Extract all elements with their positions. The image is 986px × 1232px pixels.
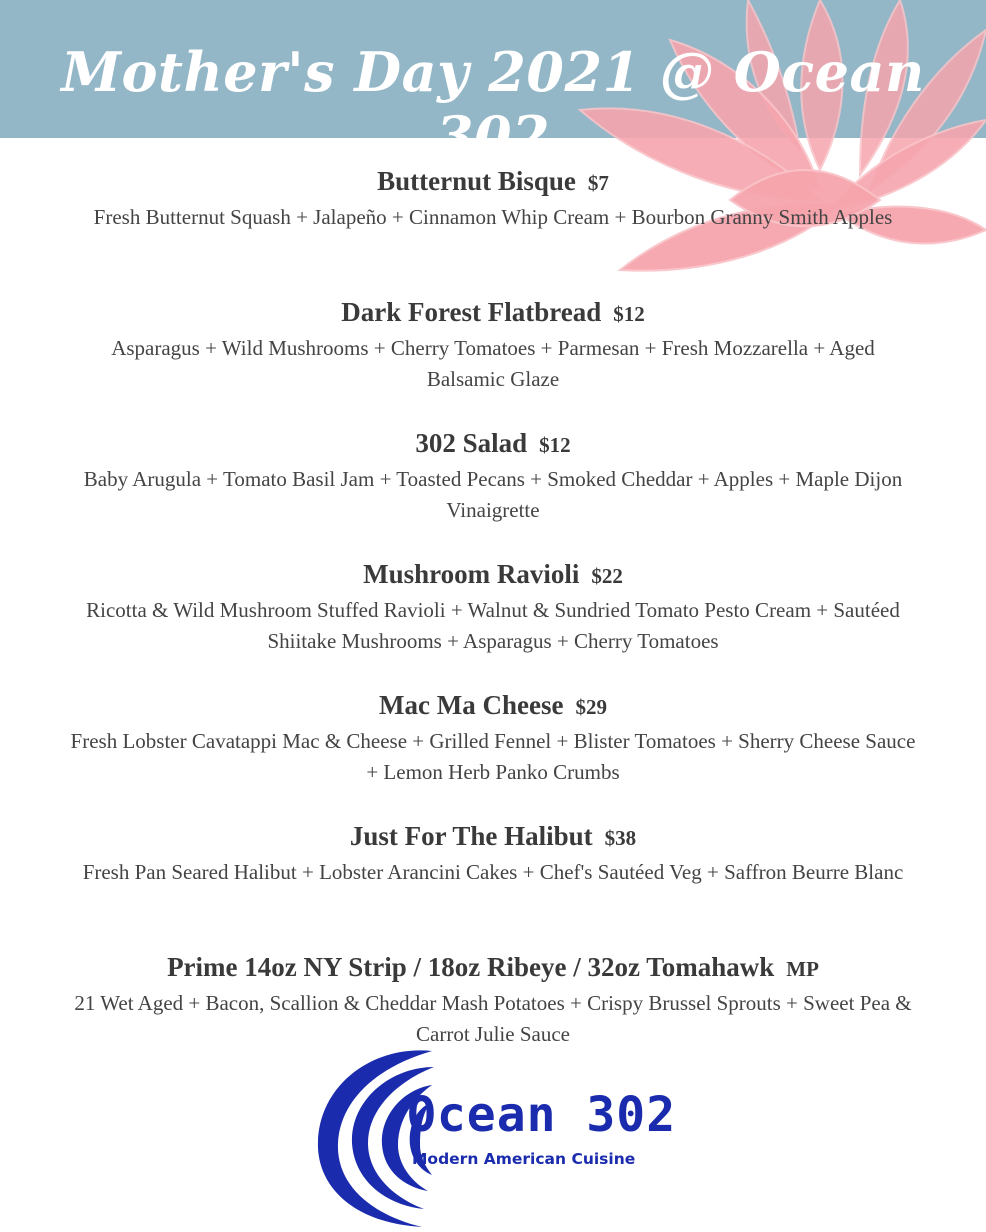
menu-item-description: Baby Arugula + Tomato Basil Jam + Toasted Pecans + Smoked Cheddar + Apples + Maple Dijon Vinaigrette	[83, 467, 903, 522]
logo-tagline: Modern American Cuisine	[412, 1150, 636, 1168]
menu-item-price: MP	[786, 957, 819, 981]
menu-item-name: Dark Forest Flatbread	[341, 297, 602, 327]
menu-item-description: 21 Wet Aged + Bacon, Scallion & Cheddar Mash Potatoes + Crispy Brussel Sprouts + Sweet Pea & Carrot Julie Sauce	[74, 991, 912, 1046]
menu-item-price: $12	[613, 302, 645, 326]
menu-item-description: Asparagus + Wild Mushrooms + Cherry Tomatoes + Parmesan + Fresh Mozzarella + Aged Balsamic Glaze	[111, 336, 875, 391]
menu-item-price: $7	[587, 171, 609, 195]
menu-item	[70, 291, 916, 395]
menu-item-name: Prime 14oz NY Strip / 18oz Ribeye / 32oz Tomahawk	[167, 952, 775, 982]
menu-item-name: Mac Ma Cheese	[379, 690, 564, 720]
menu-item-price: $29	[575, 695, 607, 719]
restaurant-logo	[312, 1045, 677, 1230]
menu-item-title	[70, 291, 916, 333]
menu-item-title	[70, 684, 916, 726]
menu-item	[70, 946, 916, 1050]
menu-item-description: Fresh Lobster Cavatappi Mac & Cheese + Grilled Fennel + Blister Tomatoes + Sherry Cheese Sauce + Lemon Herb Panko Crumbs	[70, 729, 916, 784]
menu-item-title	[70, 422, 916, 464]
menu-item	[70, 422, 916, 526]
menu-item-price: $22	[591, 564, 623, 588]
menu-item-name: Just For The Halibut	[349, 821, 593, 851]
page-title: Mother's Day 2021 @ Ocean 302	[61, 40, 925, 168]
menu-item-title	[70, 160, 916, 202]
menu-item-name: 302 Salad	[415, 428, 528, 458]
menu-item	[70, 553, 916, 657]
menu-item-description: Fresh Pan Seared Halibut + Lobster Arancini Cakes + Chef's Sautéed Veg + Saffron Beurre Blanc	[82, 860, 904, 884]
menu-item-title	[70, 946, 916, 988]
menu-item	[70, 815, 916, 888]
menu-item-title	[70, 553, 916, 595]
logo-name: Ocean 302	[407, 1087, 677, 1143]
menu-item-description: Ricotta & Wild Mushroom Stuffed Ravioli + Walnut & Sundried Tomato Pesto Cream + Sautéed Shiitake Mushrooms + Asparagus + Cherry Tomatoes	[86, 598, 900, 653]
menu-item	[70, 160, 916, 233]
menu-item-description: Fresh Butternut Squash + Jalapeño + Cinnamon Whip Cream + Bourbon Granny Smith Apples	[93, 205, 893, 229]
menu-item-price: $12	[539, 433, 571, 457]
menu-item-name: Mushroom Ravioli	[363, 559, 580, 589]
menu-item-title	[70, 815, 916, 857]
menu-item-name: Butternut Bisque	[377, 166, 576, 196]
menu-item	[70, 684, 916, 788]
menu-item-price: $38	[604, 826, 637, 850]
